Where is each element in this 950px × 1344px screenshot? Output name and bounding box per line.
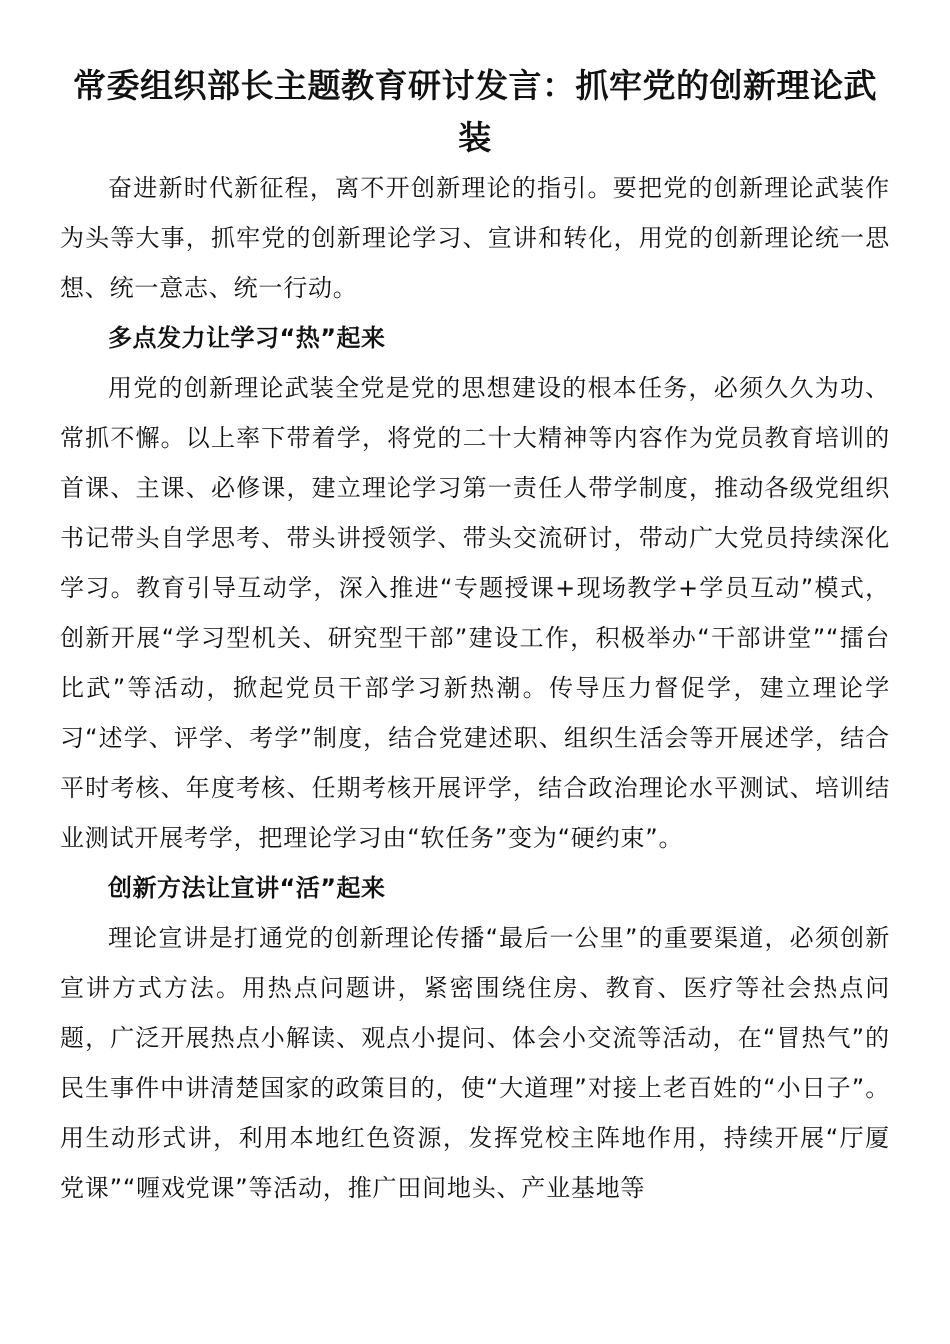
section-paragraph-preach: 理论宣讲是打通党的创新理论传播“最后一公里”的重要渠道，必须创新宣讲方式方法。用热点问题讲，紧密围绕住房、教育、医疗等社会热点问题，广泛开展热点小解读、观点小提问、体会小交流等活动，在“冒热气”的民生事件中讲清楚国家的政策目的，使“大道理”对接上老百姓的“小日子”。用生动形式讲，利用本地红色资源，发挥党校主阵地作用，持续开展“厅厦党课”“喱戏党课”等活动，推广田间地头、产业基地等 [60,924,890,1202]
intro-paragraph: 奋进新时代新征程，离不开创新理论的指引。要把党的创新理论武装作为头等大事，抓牢党的创新理论学习、宣讲和转化，用党的创新理论统一思想、统一意志、统一行动。 [60,174,890,302]
section-heading-study: 多点发力让学习“热”起来 [108,324,386,352]
document-body [60,163,890,1213]
document-title: 常委组织部长主题教育研讨发言：抓牢党的创新理论武装 [73,66,877,157]
section-heading-preach: 创新方法让宣讲“活”起来 [108,874,386,902]
section-paragraph-study: 用党的创新理论武装全党是党的思想建设的根本任务，必须久久为功、常抓不懈。以上率下带着学，将党的二十大精神等内容作为党员教育培训的首课、主课、必修课，建立理论学习第一责任人带学制度，推动各级党组织书记带头自学思考、带头讲授领学、带头交流研讨，带动广大党员持续深化学习。教育引导互动学，深入推进“专题授课+现场教学+学员互动”模式，创新开展“学习型机关、研究型干部”建设工作，积极举办“干部讲堂”“擂台比武”等活动，掀起党员干部学习新热潮。传导压力督促学，建立理论学习“述学、评学、考学”制度，结合党建述职、组织生活会等开展述学，结合平时考核、年度考核、任期考核开展评学，结合政治理论水平测试、培训结业测试开展考学，把理论学习由“软任务”变为“硬约束”。 [60,374,890,852]
